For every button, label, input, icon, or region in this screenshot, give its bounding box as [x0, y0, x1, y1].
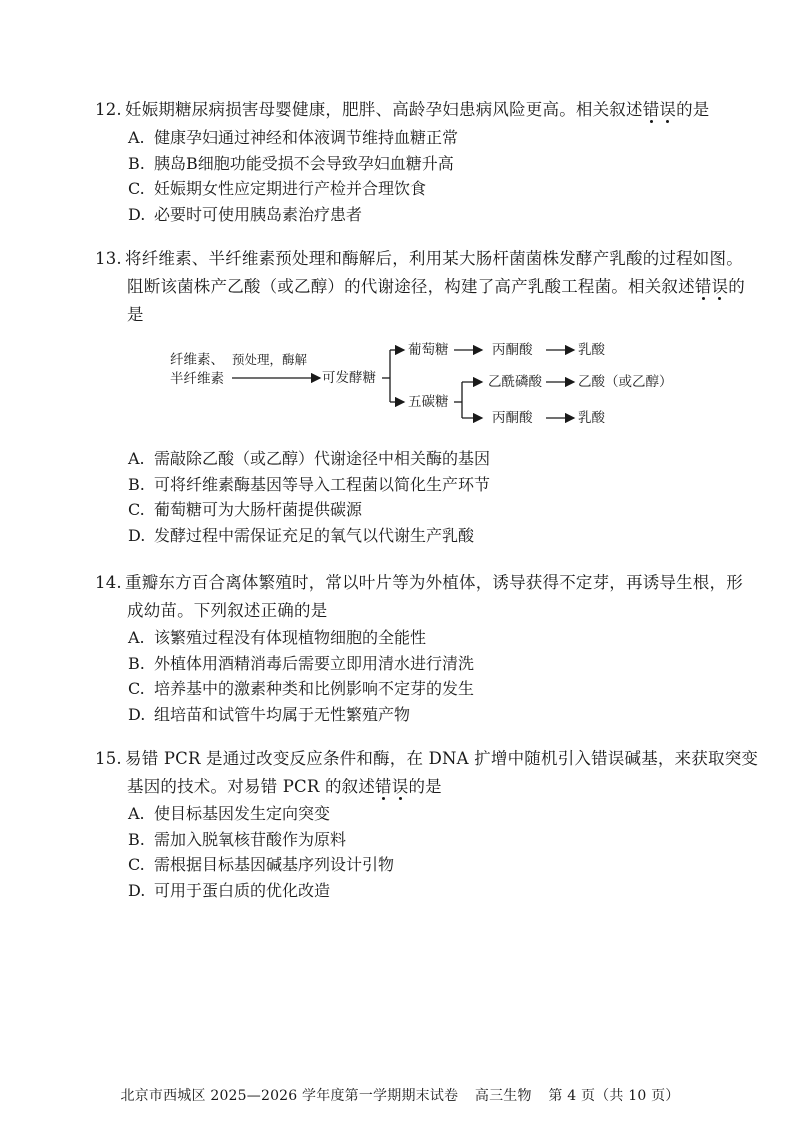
- emphasis-char: 误: [711, 277, 729, 296]
- option-letter: A.: [128, 449, 145, 468]
- option-a[interactable]: [95, 625, 735, 651]
- option-letter: A.: [128, 804, 145, 823]
- metabolic-pathway-diagram: [170, 338, 730, 428]
- option-a[interactable]: [95, 801, 735, 827]
- question-15: [95, 745, 759, 903]
- question-number: 15.: [95, 749, 122, 768]
- option-letter: D.: [128, 525, 146, 545]
- emphasis-char: 误: [391, 777, 409, 796]
- option-letter: C.: [128, 679, 145, 698]
- option-a[interactable]: [95, 125, 735, 151]
- source-hemicellulose: 半纤维素: [170, 371, 224, 387]
- lactate-2-label: 乳酸: [578, 410, 605, 426]
- question-stem: [95, 96, 735, 124]
- question-stem-line: 妊娠期糖尿病损害母婴健康，肥胖、高龄孕妇患病风险更高。相关叙述错误的是: [125, 100, 710, 119]
- option-letter: C.: [128, 179, 145, 198]
- option-d[interactable]: [95, 702, 735, 728]
- question-stem-line: 重瓣东方百合离体繁殖时，常以叶片等为外植体，诱导获得不定芽，再诱导生根，形: [125, 573, 743, 592]
- pentose-label: 五碳糖: [408, 394, 449, 410]
- option-letter: B.: [128, 153, 145, 173]
- option-text: 组培苗和试管牛均属于无性繁殖产物: [154, 704, 411, 724]
- process-label: 预处理，酶解: [232, 352, 308, 367]
- page-footer: [0, 1085, 800, 1105]
- option-text: 使目标基因发生定向突变: [154, 804, 331, 823]
- option-letter: B.: [128, 829, 145, 849]
- emphasis-char: 错: [642, 100, 660, 119]
- question-stem-line: 成幼苗。下列叙述正确的是: [127, 601, 328, 620]
- option-d[interactable]: [95, 523, 735, 549]
- option-text: 培养基中的激素种类和比例影响不定芽的发生: [154, 679, 475, 698]
- question-stem-line: 基因的技术。对易错 PCR 的叙述错误的是: [127, 777, 442, 796]
- option-text: 发酵过程中需保证充足的氧气以代谢生产乳酸: [154, 525, 475, 545]
- option-letter: D.: [128, 880, 146, 900]
- option-b[interactable]: [95, 472, 735, 498]
- question-stem-continued: [95, 773, 735, 801]
- option-text: 该繁殖过程没有体现植物细胞的全能性: [154, 628, 427, 647]
- option-letter: C.: [128, 500, 145, 519]
- option-letter: B.: [128, 474, 145, 494]
- question-14: [95, 569, 743, 727]
- option-letter: A.: [128, 128, 145, 147]
- option-c[interactable]: [95, 176, 735, 202]
- option-text: 必要时可使用胰岛素治疗患者: [154, 204, 363, 224]
- question-stem-line: 将纤维素、半纤维素预处理和酶解后，利用某大肠杆菌菌株发酵产乳酸的过程如图。: [125, 249, 743, 268]
- option-text: 外植体用酒精消毒后需要立即用清水进行清洗: [154, 653, 475, 673]
- option-text: 需敲除乙酸（或乙醇）代谢途径中相关酶的基因: [154, 449, 491, 468]
- fermentable-sugar: 可发酵糖: [322, 370, 376, 386]
- question-stem: [95, 245, 743, 273]
- question-stem-continued: [95, 301, 735, 329]
- question-stem: [95, 745, 759, 773]
- question-stem-continued: [95, 273, 745, 301]
- option-letter: B.: [128, 653, 145, 673]
- option-text: 可用于蛋白质的优化改造: [154, 880, 331, 900]
- question-number: 12.: [95, 100, 122, 119]
- option-text: 胰岛B细胞功能受损不会导致孕妇血糖升高: [154, 153, 454, 173]
- pyruvate-label: 丙酮酸: [492, 342, 533, 358]
- option-b[interactable]: [95, 827, 735, 853]
- question-stem: [95, 569, 743, 597]
- question-stem-line: 是: [127, 305, 144, 324]
- pyruvate-2-label: 丙酮酸: [492, 410, 533, 426]
- option-a[interactable]: [95, 446, 735, 472]
- option-text: 可将纤维素酶基因等导入工程菌以简化生产环节: [154, 474, 491, 494]
- question-13-options: [95, 446, 735, 548]
- question-13: [95, 245, 745, 329]
- lactate-label: 乳酸: [578, 342, 605, 358]
- subject-label: 高三生物: [474, 1088, 532, 1104]
- option-b[interactable]: [95, 651, 735, 677]
- exam-title: 北京市西城区 2025—2026 学年度第一学期期末试卷: [120, 1088, 459, 1104]
- option-c[interactable]: [95, 676, 735, 702]
- source-cellulose: 纤维素、: [170, 352, 224, 368]
- option-text: 需根据目标基因碱基序列设计引物: [154, 855, 395, 874]
- question-12: [95, 96, 735, 227]
- option-text: 需加入脱氧核苷酸作为原料: [154, 829, 347, 849]
- glucose-label: 葡萄糖: [408, 342, 449, 358]
- option-c[interactable]: [95, 852, 735, 878]
- acetylphosphate-label: 乙酰磷酸: [488, 374, 542, 390]
- option-c[interactable]: [95, 497, 735, 523]
- question-number: 13.: [95, 249, 122, 268]
- option-letter: A.: [128, 628, 145, 647]
- option-letter: D.: [128, 204, 146, 224]
- question-stem-line: 易错 PCR 是通过改变反应条件和酶，在 DNA 扩增中随机引入错误碱基，来获取突变: [125, 749, 759, 768]
- option-d[interactable]: [95, 878, 735, 904]
- option-text: 葡萄糖可为大肠杆菌提供碳源: [154, 500, 363, 519]
- option-letter: D.: [128, 704, 146, 724]
- emphasis-char: 错: [375, 777, 392, 796]
- option-text: 妊娠期女性应定期进行产检并合理饮食: [154, 179, 427, 198]
- emphasis-char: 错: [694, 277, 712, 296]
- emphasis-char: 误: [659, 100, 677, 119]
- option-b[interactable]: [95, 151, 735, 177]
- question-number: 14.: [95, 573, 122, 592]
- acetate-ethanol-label: 乙酸（或乙醇）: [578, 374, 673, 390]
- option-letter: C.: [128, 855, 145, 874]
- option-text: 健康孕妇通过神经和体液调节维持血糖正常: [154, 128, 459, 147]
- question-stem-continued: [95, 597, 735, 625]
- question-stem-line: 阻断该菌株产乙酸（或乙醇）的代谢途径，构建了高产乳酸工程菌。相关叙述错误的: [127, 277, 745, 296]
- option-d[interactable]: [95, 202, 735, 228]
- page-number: 第 4 页（共 10 页）: [548, 1088, 680, 1104]
